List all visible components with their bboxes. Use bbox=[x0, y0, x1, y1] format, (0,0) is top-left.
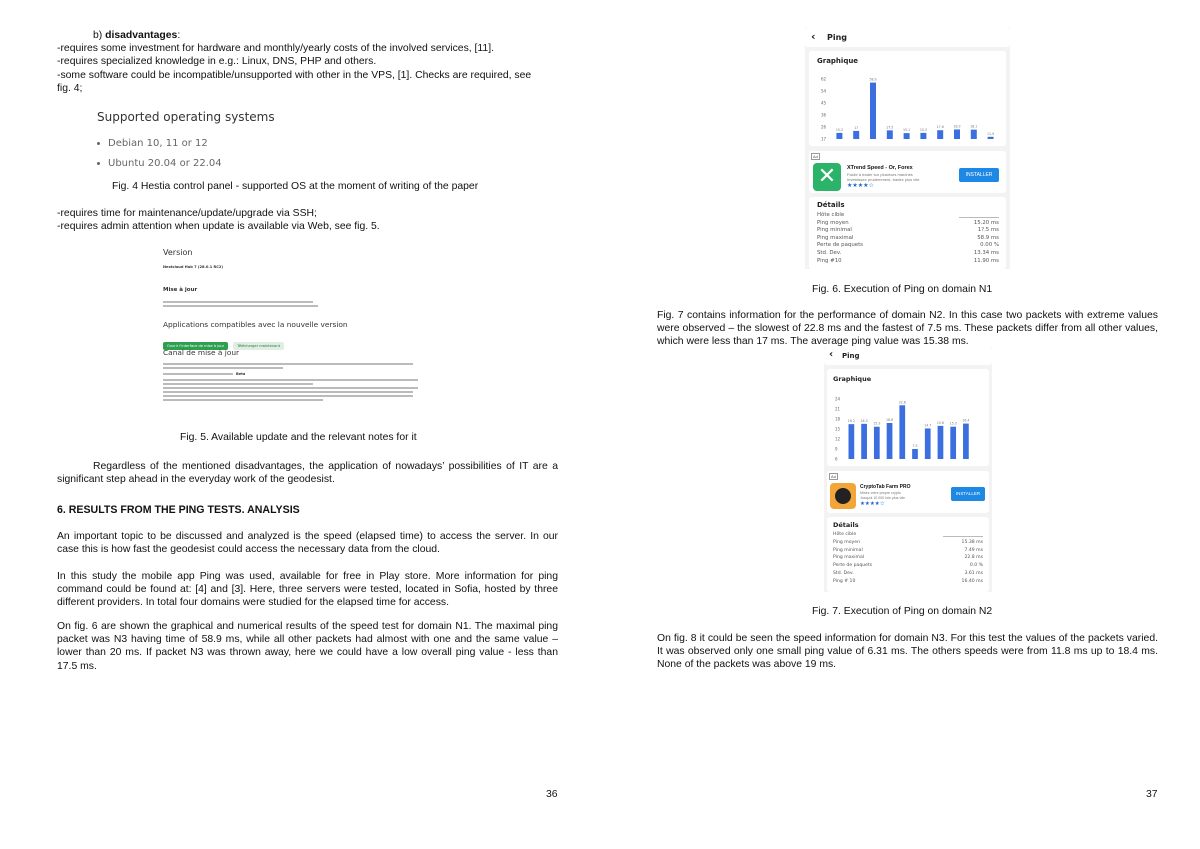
details-row bbox=[833, 571, 983, 576]
details-row bbox=[833, 540, 983, 545]
mise-heading: Mise à jour bbox=[163, 287, 198, 293]
bar-data-label: 15.6 bbox=[936, 420, 945, 425]
chart-bar bbox=[887, 130, 893, 139]
fig7-caption: Fig. 7. Execution of Ping on domain N2 bbox=[812, 606, 993, 617]
back-chevron-icon[interactable]: ‹ bbox=[811, 30, 816, 43]
bar-data-label: 15.3 bbox=[835, 127, 843, 132]
fig6-caption: Fig. 6. Execution of Ping on domain N1 bbox=[812, 284, 993, 295]
cryptotab-logo-icon bbox=[830, 483, 856, 509]
text-line bbox=[163, 363, 413, 365]
fig4-item-debian bbox=[97, 138, 208, 149]
bar-data-label: 58.9 bbox=[869, 77, 877, 82]
fig8-paragraph: On fig. 8 it could be seen the speed information for domain N3. For this test the values of the packets varied. It was observed only one small ping value of 6.31 ms. The others speeds were from 11.8 ms up to 18.4 ms. None of the packets was above 19 ms. bbox=[657, 633, 1158, 671]
detail-value bbox=[959, 212, 999, 218]
app-bar bbox=[824, 347, 992, 365]
detail-label: Std. Dev. bbox=[833, 571, 854, 576]
detail-label: Ping #10 bbox=[817, 257, 842, 264]
y-tick-label: 18 bbox=[835, 416, 841, 422]
ping-chart-n1 bbox=[809, 51, 1006, 146]
y-tick-label: 45 bbox=[821, 100, 827, 106]
detail-value: 1?.5 ms bbox=[977, 227, 999, 234]
version-value: Nextcloud Hub 7 (28.0.1 RC2) bbox=[163, 265, 224, 269]
bar-data-label: 18.3 bbox=[953, 124, 961, 129]
details-row bbox=[817, 235, 999, 241]
list-item: -requires some investment for hardware and monthly/yearly costs of the involved services, [11]. bbox=[57, 43, 494, 54]
detail-label: Ping minimal bbox=[833, 547, 863, 553]
chart-bar bbox=[836, 133, 842, 139]
page-number-left: 36 bbox=[546, 789, 558, 800]
y-tick-label: 54 bbox=[821, 88, 827, 94]
fig5-caption: Fig. 5. Available update and the relevant notes for it bbox=[180, 432, 417, 443]
xtrend-logo-icon: ✕ bbox=[813, 163, 841, 191]
detail-label: Ping moyen bbox=[817, 219, 849, 226]
maintenance-list bbox=[57, 207, 567, 234]
rating-stars-icon: ★★★★☆ bbox=[860, 501, 885, 507]
chart-bar bbox=[938, 426, 944, 459]
detail-value: 22.8 ms bbox=[964, 555, 983, 561]
chart-bar bbox=[988, 137, 994, 139]
detail-label: Ping maximal bbox=[817, 234, 854, 241]
y-tick-label: 36 bbox=[821, 112, 827, 118]
mise-notes bbox=[163, 299, 323, 309]
detail-value: 3.61 ms bbox=[964, 571, 983, 576]
details-row bbox=[817, 242, 999, 248]
y-tick-label: 24 bbox=[835, 396, 841, 402]
detail-value: 58.9 ms bbox=[977, 234, 999, 241]
detail-value: 15.20 ms bbox=[973, 219, 999, 226]
version-heading: Version bbox=[163, 248, 193, 257]
canal-row bbox=[163, 371, 418, 377]
y-tick-label: 26 bbox=[821, 124, 827, 130]
bar-data-label: 18.1 bbox=[970, 124, 978, 129]
bar-data-label: 16.6 bbox=[885, 418, 894, 422]
details-row bbox=[833, 563, 983, 568]
details-title: Détails bbox=[833, 521, 859, 529]
details-row bbox=[817, 212, 999, 218]
details-row bbox=[833, 579, 983, 584]
detail-value: 13.34 ms bbox=[973, 250, 999, 256]
details-row bbox=[833, 555, 983, 560]
list-item: -requires specialized knowledge in e.g.: Linux, DNS, PHP and others. bbox=[57, 56, 377, 68]
ad-title[interactable]: XTrend Speed - Or, Forex bbox=[847, 165, 913, 171]
bar-data-label: 16.3 bbox=[860, 418, 868, 423]
bar-data-label: 11.9 bbox=[987, 131, 995, 136]
fig7-paragraph: Fig. 7 contains information for the performance of domain N2. In this case two packets with extreme values were observed – the slowest of 22.8 ms and the fastest of 7.5 ms. These packets differ from all other values, which were less than 17 ms. The average ping value was 15.38 ms. bbox=[657, 310, 1158, 348]
detail-value: 0.0 % bbox=[969, 563, 983, 569]
bar-data-label: 17 bbox=[854, 125, 859, 130]
ping-chart-n2 bbox=[827, 369, 989, 466]
details-card bbox=[809, 197, 1006, 269]
details-row bbox=[817, 250, 999, 256]
install-button[interactable]: INSTALLER bbox=[959, 168, 999, 182]
app-bar bbox=[805, 27, 1010, 47]
y-tick-label: 62 bbox=[821, 76, 827, 82]
disadvantages-list bbox=[57, 42, 567, 96]
graph-title: Graphique bbox=[833, 375, 872, 383]
details-row bbox=[817, 258, 999, 264]
chart-bar bbox=[861, 424, 867, 459]
canal-notes bbox=[163, 361, 418, 403]
detail-value: 0.00 % bbox=[980, 242, 999, 249]
text-line bbox=[163, 379, 418, 381]
fig5-screenshot bbox=[163, 245, 423, 425]
text-line bbox=[163, 373, 233, 375]
y-tick-label: 6 bbox=[835, 456, 838, 462]
chart-bar bbox=[853, 131, 859, 139]
fig4-caption: Fig. 4 Hestia control panel - supported OS at the moment of writing of the paper bbox=[112, 181, 479, 192]
ad-tag: Ad bbox=[813, 154, 818, 159]
details-card bbox=[827, 517, 989, 592]
bar-data-label: 15.3 bbox=[873, 421, 881, 426]
page-number-right: 37 bbox=[1146, 789, 1158, 800]
fig6-screenshot bbox=[805, 27, 1010, 269]
chart-bar bbox=[912, 449, 918, 459]
details-row bbox=[833, 532, 983, 537]
text-line bbox=[163, 395, 413, 397]
chart-bar bbox=[899, 405, 905, 459]
install-button[interactable]: INSTALLER bbox=[951, 487, 985, 501]
list-marker: b) bbox=[93, 30, 106, 41]
bar-data-label: 15.3 bbox=[919, 127, 927, 132]
bar-data-label: 17.5 bbox=[886, 125, 894, 130]
rating-stars-icon: ★★★★☆ bbox=[847, 183, 874, 189]
apps-heading: Applications compatibles avec la nouvelle version bbox=[163, 320, 348, 329]
text-line bbox=[163, 387, 418, 389]
list-item: -some software could be incompatible/unsupported with other in the VPS, [1]. Checks are required, see bbox=[57, 69, 532, 81]
regardless-paragraph bbox=[57, 460, 558, 486]
text-line bbox=[163, 305, 318, 307]
fig4-title: Supported operating systems bbox=[97, 110, 275, 124]
chart-bar bbox=[954, 129, 960, 139]
back-chevron-icon[interactable]: ‹ bbox=[829, 349, 834, 360]
text-line bbox=[163, 301, 313, 303]
text-line bbox=[163, 383, 313, 385]
detail-label: Ping minimal bbox=[817, 227, 852, 234]
colon: : bbox=[177, 30, 181, 41]
ad-subtitle-1: Facile à trader sur plusieurs marchés bbox=[847, 172, 913, 177]
graph-card bbox=[827, 369, 989, 466]
bullet-icon bbox=[97, 162, 100, 165]
chart-bar bbox=[904, 133, 910, 139]
y-tick-label: 17 bbox=[821, 136, 827, 142]
bar-data-label: 14.7 bbox=[924, 423, 932, 428]
text-line bbox=[163, 367, 283, 369]
bar-data-label: 22.8 bbox=[898, 400, 906, 405]
ad-title[interactable]: CryptoTab Farm PRO bbox=[860, 484, 911, 490]
fig7-screenshot bbox=[824, 347, 992, 592]
canal-value: Beta bbox=[236, 371, 246, 376]
chart-bar bbox=[887, 423, 893, 459]
ad-tag: Ad bbox=[831, 474, 836, 479]
detail-label: Ping maximal bbox=[833, 555, 865, 561]
list-item: -requires time for maintenance/update/upgrade via SSH; bbox=[57, 208, 317, 219]
text-line bbox=[163, 399, 323, 401]
paragraph-1: An important topic to be discussed and analyzed is the speed (elapsed time) to access the server. In our case this is how fast the geodesist could access the necessary data from the cloud. bbox=[57, 531, 558, 556]
chart-bar bbox=[937, 130, 943, 139]
app-title: Ping bbox=[827, 33, 848, 42]
detail-label: Ping moyen bbox=[833, 539, 860, 545]
detail-label: Std. Dev. bbox=[817, 250, 842, 256]
chart-bar bbox=[963, 424, 969, 459]
bar-data-label: 16.2 bbox=[847, 419, 855, 424]
canal-heading: Canal de mise à jour bbox=[163, 348, 240, 357]
text-line bbox=[163, 391, 413, 393]
y-tick-label: 12 bbox=[835, 436, 841, 442]
detail-label: Hôte cible bbox=[817, 212, 845, 218]
list-item: -requires admin attention when update is available via Web, see fig. 5. bbox=[57, 221, 380, 233]
ad-card bbox=[809, 151, 1006, 193]
chart-bar bbox=[870, 83, 876, 139]
chart-bar bbox=[950, 427, 956, 459]
graph-title: Graphique bbox=[817, 57, 859, 65]
paragraph-text: Regardless of the mentioned disadvantages, the application of nowadays’ possibilities of IT are a significant step ahead in the everyday work of the geodesist. bbox=[57, 461, 558, 486]
ad-card bbox=[827, 471, 989, 513]
os-name: Debian 10, 11 or 12 bbox=[108, 138, 208, 149]
detail-label: Perte de paquets bbox=[833, 563, 873, 569]
open-updater-button[interactable]: Ouvrir l'interface de mise à jour bbox=[163, 342, 228, 350]
chart-bar bbox=[874, 427, 880, 459]
details-title: Détails bbox=[817, 201, 845, 209]
detail-label: Perte de paquets bbox=[817, 242, 863, 249]
chart-bar bbox=[971, 130, 977, 139]
y-tick-label: 9 bbox=[835, 446, 838, 452]
list-item: fig. 4; bbox=[57, 83, 83, 95]
details-row bbox=[817, 220, 999, 226]
os-name: Ubuntu 20.04 or 22.04 bbox=[108, 158, 222, 169]
bar-data-label: 17.6 bbox=[936, 125, 944, 130]
ad-subtitle-2: Investissez prudemment, tradez plus vite bbox=[847, 177, 920, 182]
ad-subtitle-1: Minez votre propre crypto bbox=[860, 491, 901, 495]
y-tick-label: 15 bbox=[835, 426, 841, 432]
section-heading: 6. RESULTS FROM THE PING TESTS. ANALYSIS bbox=[57, 504, 300, 516]
detail-value: 15.38 ms bbox=[961, 539, 983, 545]
disadvantages-label: disadvantages bbox=[105, 30, 178, 41]
details-row bbox=[817, 227, 999, 233]
chart-bar bbox=[849, 424, 855, 459]
detail-label: Hôte cible bbox=[833, 532, 857, 537]
detail-value: 7.49 ms bbox=[964, 547, 983, 553]
details-row bbox=[833, 548, 983, 553]
chart-bar bbox=[920, 133, 926, 139]
bar-data-label: 15.3 bbox=[949, 421, 957, 426]
chart-bar bbox=[925, 428, 931, 459]
bar-data-label: 15.1 bbox=[903, 128, 911, 133]
detail-value: 16.40 ms bbox=[961, 578, 983, 584]
disadvantages-heading bbox=[93, 29, 180, 42]
bar-data-label: 7.5 bbox=[912, 444, 918, 448]
detail-value bbox=[943, 532, 983, 537]
ad-subtitle-2: Jusqu'à 10 000 fois plus vite bbox=[860, 496, 906, 500]
fig4-item-ubuntu bbox=[97, 158, 222, 169]
paragraph-2: In this study the mobile app Ping was used, available for free in Play store. More information for ping command could be found at: [4] and [3]. Here, three servers were tested, located in Sofia, hosted by three different providers. In total four domains were studied for the elapsed time for access. bbox=[57, 571, 558, 609]
paragraph-3: On fig. 6 are shown the graphical and numerical results of the speed test for domain N1. The maximal ping packet was N3 having time of 58.9 ms, while all other packets had almost with one and the same value – lower than 20 ms. If packet N3 was thrown away, here we could have a low overall ping value - less than 17.5 ms. bbox=[57, 621, 558, 672]
bullet-icon bbox=[97, 142, 100, 145]
app-title: Ping bbox=[842, 352, 860, 360]
download-now-button[interactable]: Télécharger maintenant bbox=[233, 342, 284, 350]
bar-data-label: 16.4 bbox=[962, 418, 970, 423]
detail-value: 11.90 ms bbox=[973, 257, 999, 264]
y-tick-label: 21 bbox=[835, 406, 841, 412]
graph-card bbox=[809, 51, 1006, 146]
detail-label: Ping # 10 bbox=[833, 578, 856, 584]
